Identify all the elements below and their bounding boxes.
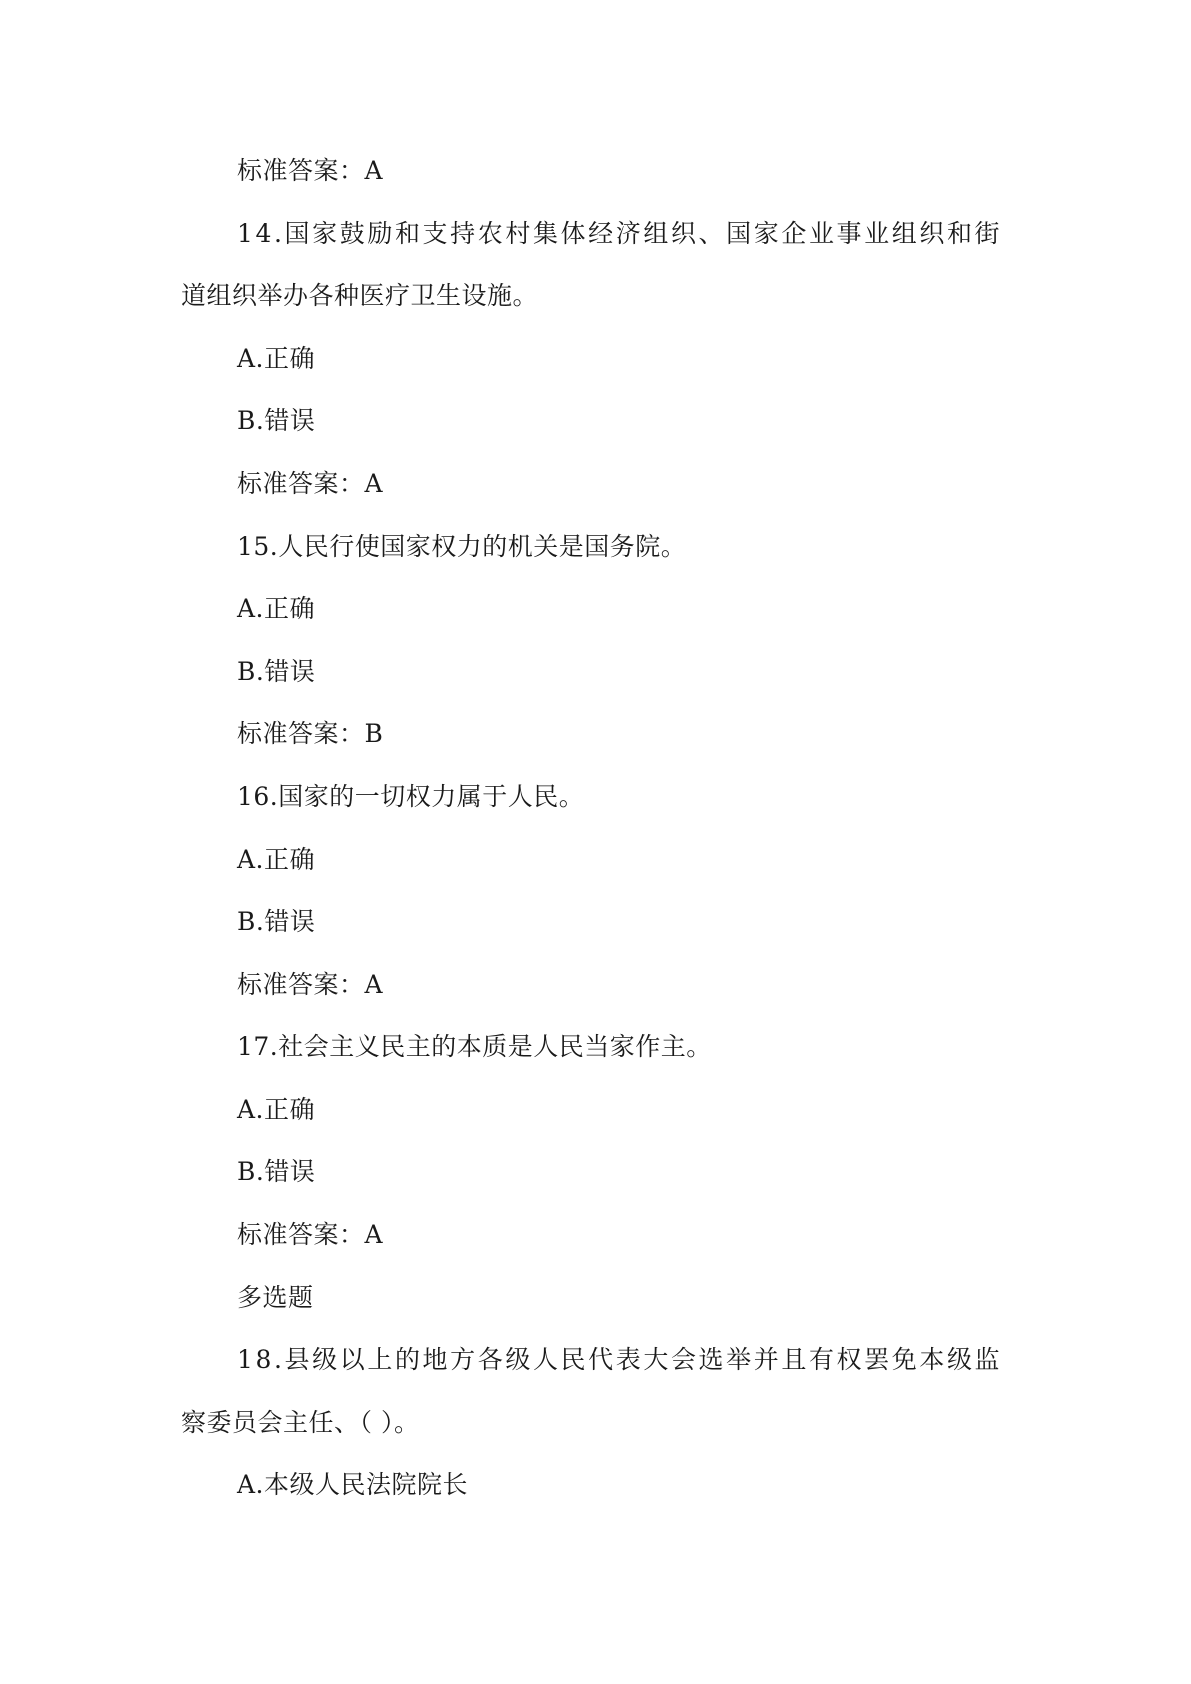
answer-17: 标准答案：A [237,1220,384,1249]
answer-14: 标准答案：A [237,469,384,498]
question-15: 15.人民行使国家权力的机关是国务院。 [237,532,687,561]
option-16-b: B.错误 [237,907,316,936]
question-17: 17.社会主义民主的本质是人民当家作主。 [237,1032,712,1061]
question-18-line-1: 18.县级以上的地方各级人民代表大会选举并且有权罢免本级监 [237,1345,1003,1374]
option-18-a: A.本级人民法院院长 [237,1470,469,1499]
section-heading-multiple-choice: 多选题 [237,1283,314,1312]
option-17-b: B.错误 [237,1157,316,1186]
question-14-line-1: 14.国家鼓励和支持农村集体经济组织、国家企业事业组织和街 [237,219,1003,248]
option-15-a: A.正确 [237,594,316,623]
answer-15: 标准答案：B [237,719,384,748]
option-14-b: B.错误 [237,406,316,435]
question-18-line-2: 察委员会主任、（ ）。 [181,1408,420,1437]
question-14-line-2: 道组织举办各种医疗卫生设施。 [181,281,539,310]
option-14-a: A.正确 [237,344,316,373]
option-17-a: A.正确 [237,1095,316,1124]
question-16: 16.国家的一切权力属于人民。 [237,782,585,811]
answer-16: 标准答案：A [237,970,384,999]
answer-13: 标准答案：A [237,156,384,185]
option-15-b: B.错误 [237,657,316,686]
option-16-a: A.正确 [237,845,316,874]
